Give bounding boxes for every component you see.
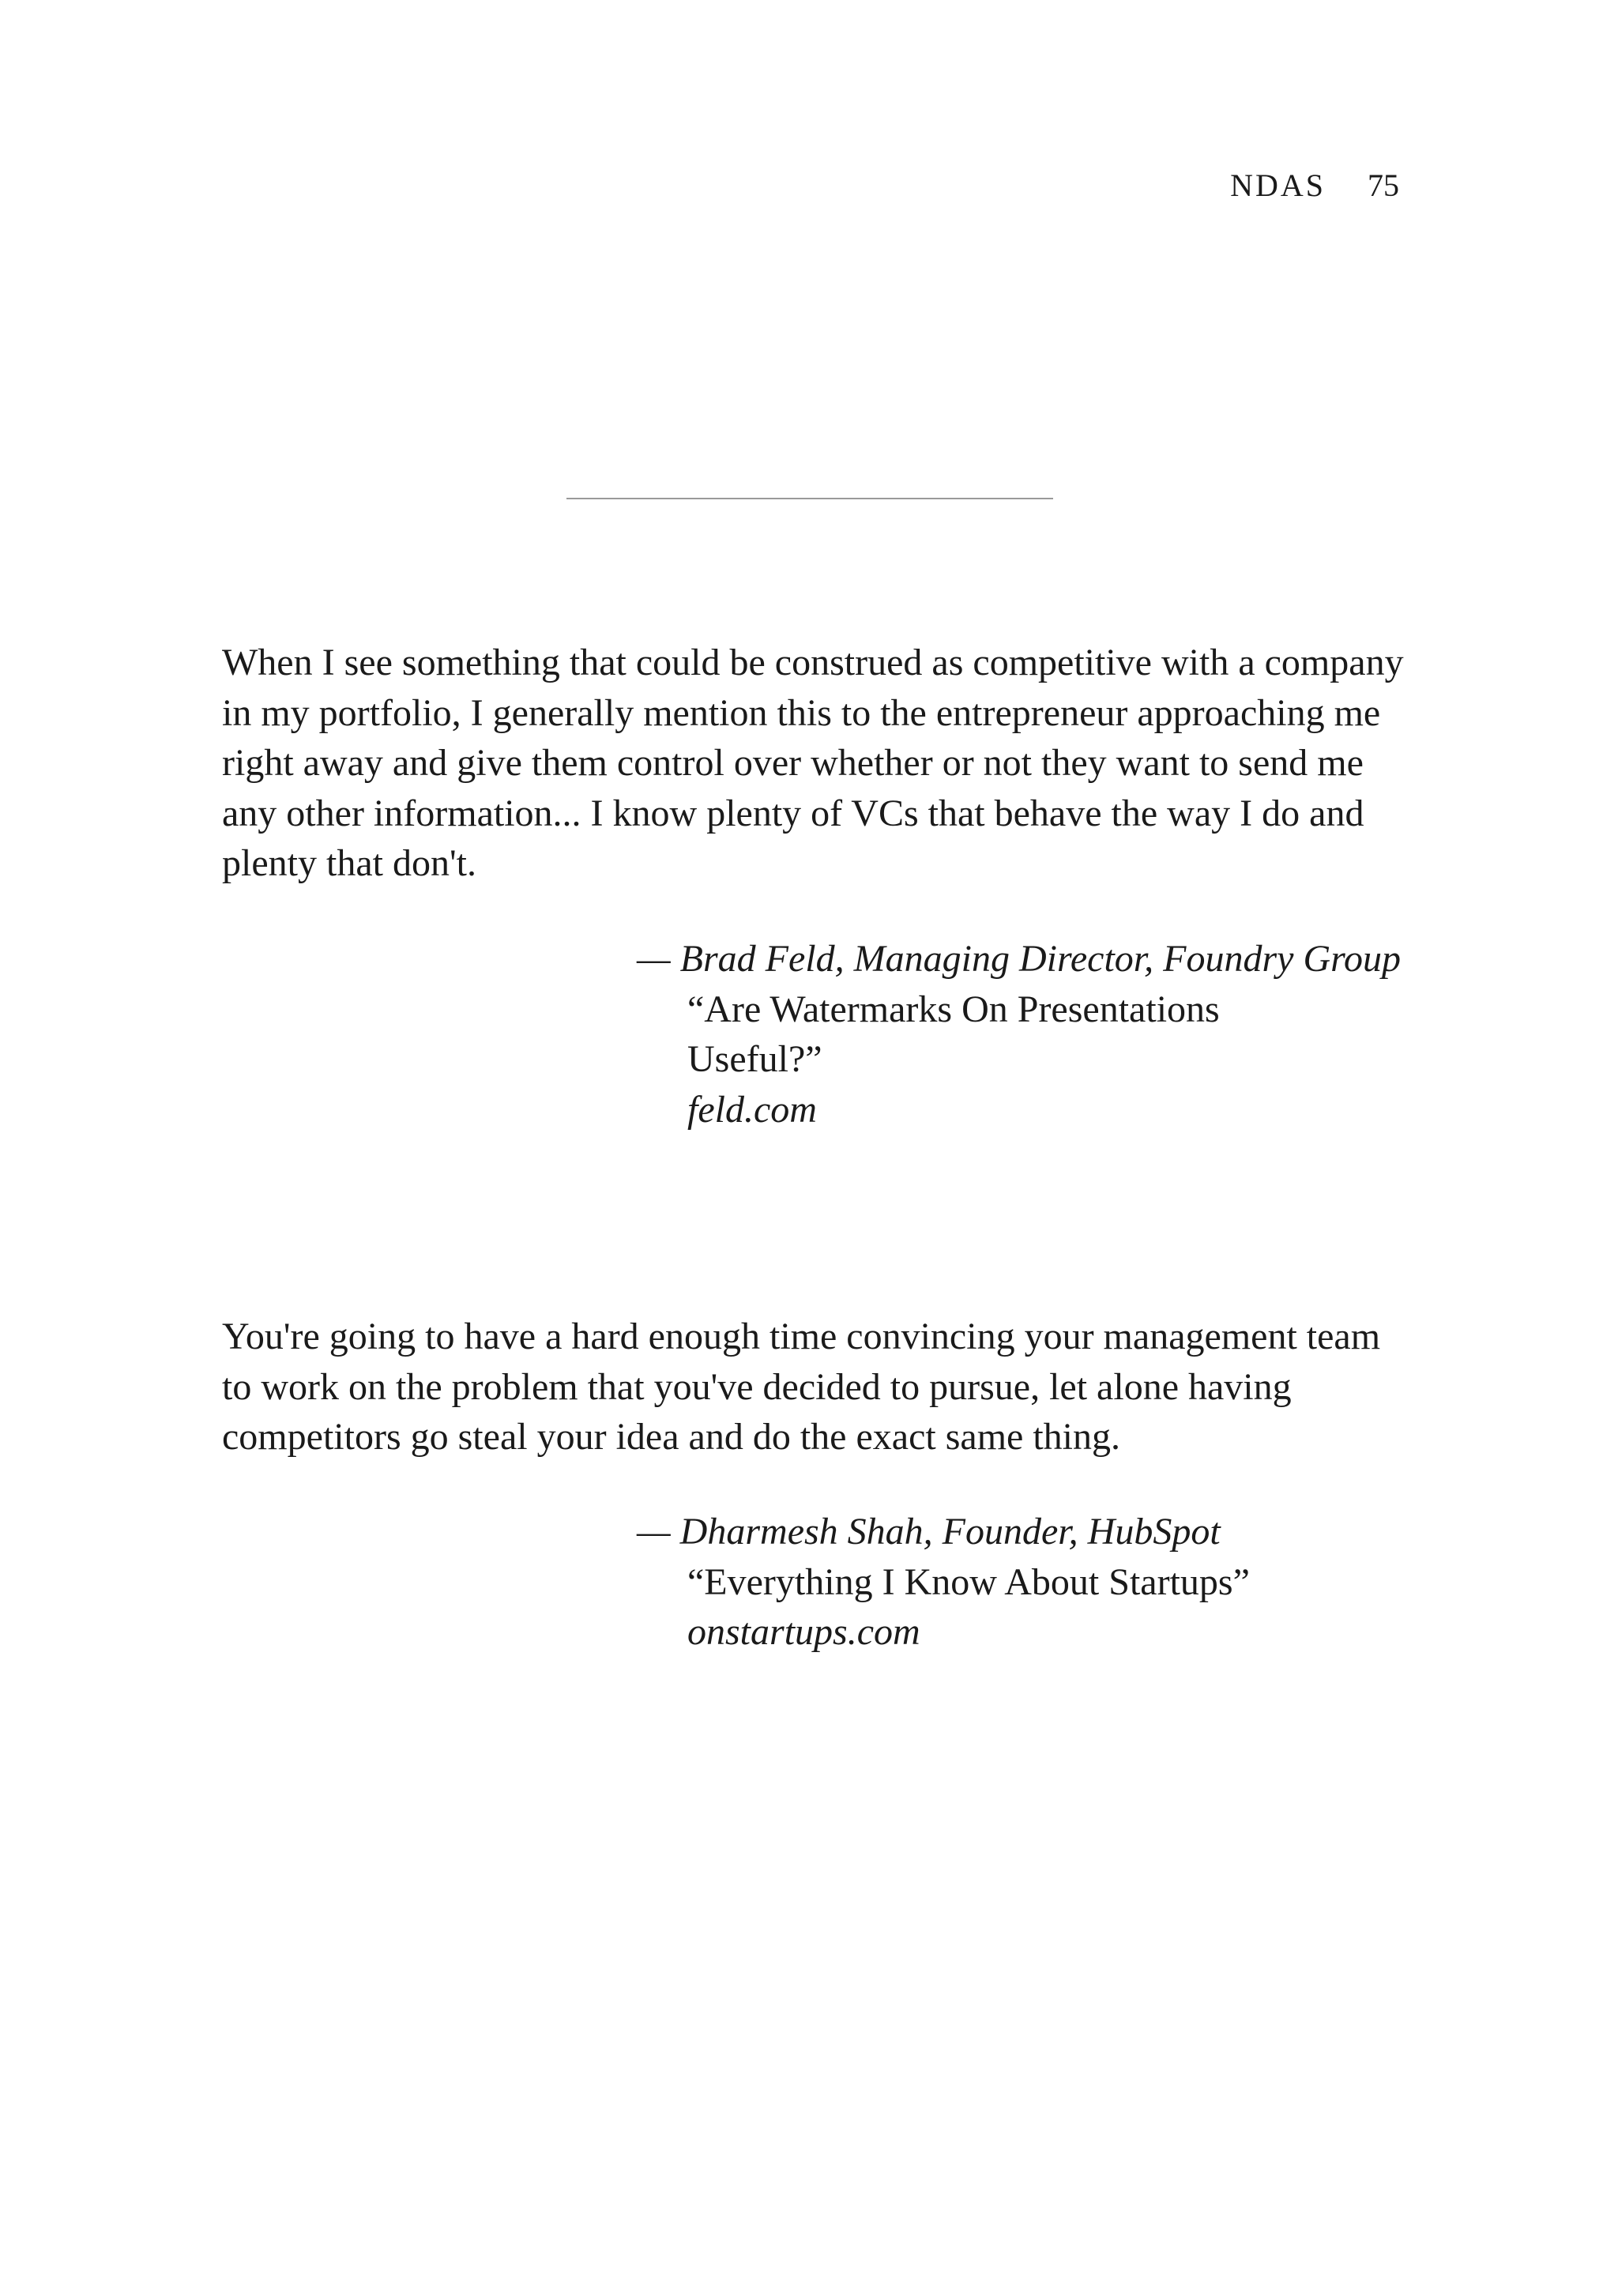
running-head	[1230, 166, 1399, 205]
attribution-title: “Everything I Know About Startups”	[687, 1560, 1250, 1603]
section-divider	[566, 498, 1053, 499]
attribution-title: “Are Watermarks On Presentations Useful?”	[687, 988, 1220, 1080]
section-title: NDAS	[1230, 167, 1326, 203]
quote-attribution	[637, 934, 1411, 1135]
page-number: 75	[1368, 167, 1399, 203]
quote-text: You're going to have a hard enough time convincing your management team to work on the problem that you've decided to pursue, let alone having competitors go steal your idea and do the exact same thing.	[222, 1315, 1381, 1458]
attribution-byline: — Brad Feld, Managing Director, Foundry Group	[637, 938, 1402, 980]
attribution-byline: — Dharmesh Shah, Founder, HubSpot	[637, 1511, 1221, 1553]
quote-attribution	[637, 1507, 1411, 1658]
attribution-source: onstartups.com	[687, 1611, 920, 1653]
attribution-source: feld.com	[687, 1088, 817, 1131]
quote-text: When I see something that could be construed as competitive with a company in my portfolio, I generally mention this to the entrepreneur approaching me right away and give them control over whether or not they want to send me any other information... I know plenty of VCs that behave the way I do and plenty that don't.	[222, 642, 1404, 884]
